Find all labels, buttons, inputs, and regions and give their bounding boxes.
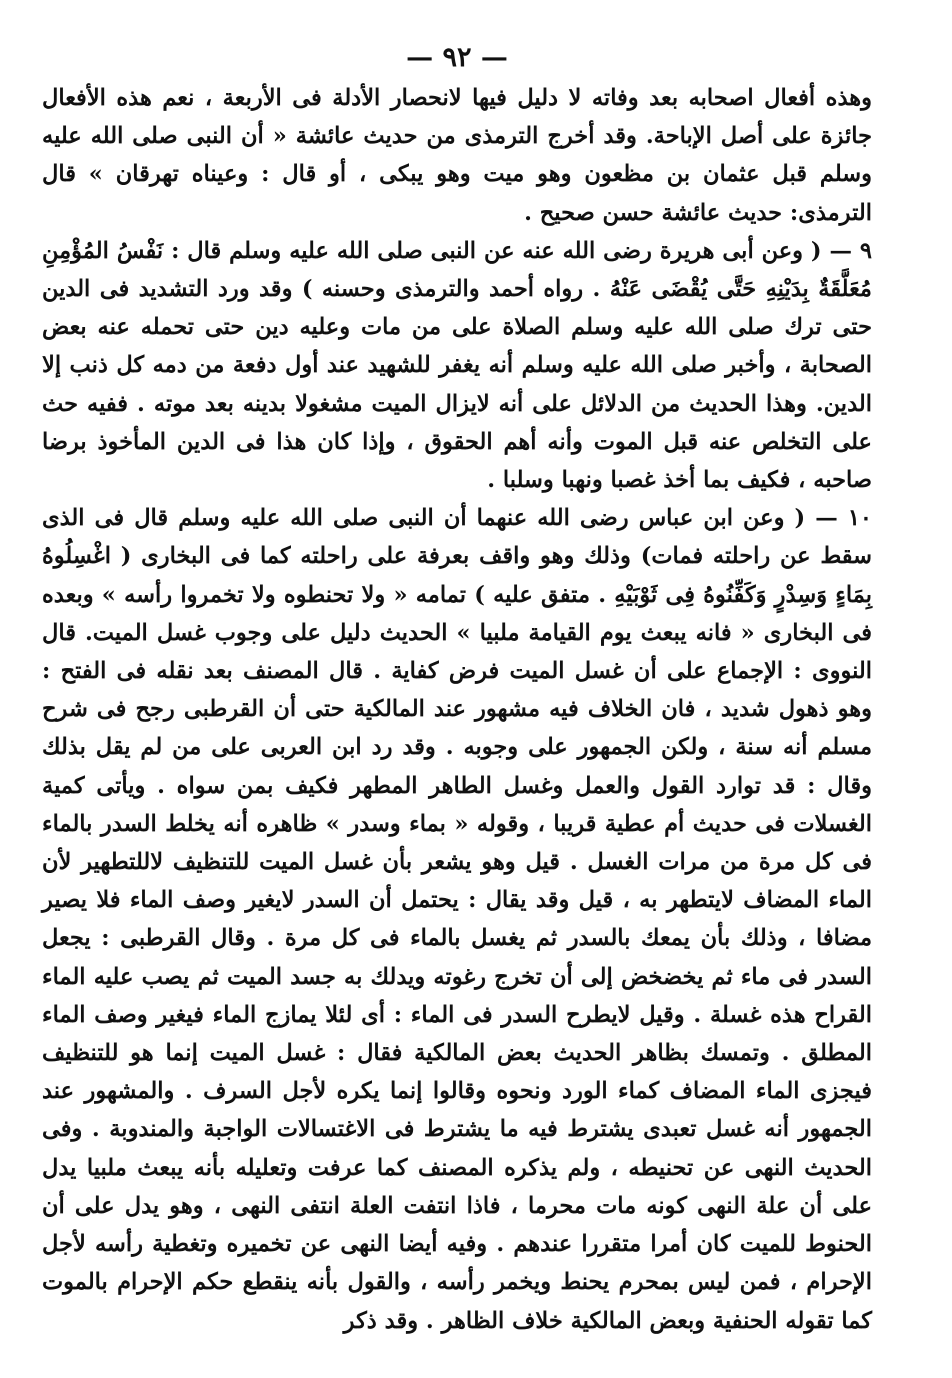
- paragraph-intro: وهذه أفعال اصحابه بعد وفاته لا دليل فيها لانحصار الأدلة فى الأربعة ، نعم هذه الأفعال جائزة على أصل الإباحة. وقد أخرج الترمذى من حديث عائشة « أن النبى صلى الله عليه وسلم قبل عثمان بن مظعون وهو ميت وهو يبكى ، أو قال : وعيناه تهرقان » قال الترمذى: حديث عائشة حسن صحيح .: [42, 85, 872, 226]
- page-number: — ٩٢ —: [406, 42, 508, 73]
- paragraph-hadith-10: ١٠ — ( وعن ابن عباس رضى الله عنهما أن النبى صلى الله عليه وسلم قال فى الذى سقط عن راحلته فمات) وذلك وهو واقف بعرفة على راحلته كما فى البخارى ( اغْسِلُوهُ بِمَاءٍ وَسِدْرٍ وَكَفِّنُوهُ فِى ثَوْبَيْهِ . متفق عليه ) تمامه « ولا تحنطوه ولا تخمروا رأسه » وبعده فى البخارى « فانه يبعث يوم القيامة ملبيا » الحديث دليل على وجوب غسل الميت. قال النووى : الإجماع على أن غسل الميت فرض كفاية . قال المصنف بعد نقله فى الفتح : وهو ذهول شديد ، فان الخلاف فيه مشهور عند المالكية حتى أن القرطبى رجح فى شرح مسلم أنه سنة ، ولكن الجمهور على وجوبه . وقد رد ابن العربى على من لم يقل بذلك وقال : قد توارد القول والعمل وغسل الطاهر المطهر فكيف بمن سواه . ويأتى كمية الغسلات فى حديث أم عطية قريبا ، وقوله « بماء وسدر » ظاهره أنه يخلط السدر بالماء فى كل مرة من مرات الغسل . قيل وهو يشعر بأن غسل الميت للتنظيف لاللتطهير لأن الماء المضاف لايتطهر به ، قيل وقد يقال : يحتمل أن السدر لايغير وصف الماء فلا يصير مضافا ، وذلك بأن يمعك بالسدر ثم يغسل بالماء فى كل مرة . وقال القرطبى : يجعل السدر فى ماء ثم يخضخض إلى أن تخرج رغوته ويدلك به جسد الميت ثم يصب عليه الماء القراح هذه غسلة . وقيل لايطرح السدر فى الماء : أى لئلا يمازج الماء فيغير وصف الماء المطلق . وتمسك بظاهر الحديث بعض المالكية فقال : غسل الميت إنما هو للتنظيف فيجزى الماء المضاف كماء الورد ونحوه وقالوا إنما يكره لأجل السرف . والمشهور عند الجمهور أنه غسل تعبدى يشترط فيه ما يشترط فى الاغتسالات الواجبة والمندوبة . وفى الحديث النهى عن تحنيطه ، ولم يذكره المصنف كما عرفت وتعليله بأنه يبعث ملبيا يدل على أن علة النهى كونه مات محرما ، فاذا انتفت العلة انتفى النهى ، وهو يدل على أن الحنوط للميت كان أمرا متقررا عندهم . وفيه أيضا النهى عن تخميره وتغطية رأسه لأجل الإحرام ، فمن ليس بمحرم يحنط ويخمر رأسه ، والقول بأنه ينقطع حكم الإحرام بالموت كما تقوله الحنفية وبعض المالكية خلاف الظاهر . وقد ذكر: [42, 505, 872, 1334]
- paragraph-hadith-9: ٩ — ( وعن أبى هريرة رضى الله عنه عن النبى صلى الله عليه وسلم قال : نَفْسُ المُؤْمِنِ مُعَلَّقَةٌ بِدَيْنِهِ حَتَّى يُقْضَى عَنْهُ . رواه أحمد والترمذى وحسنه ) وقد ورد التشديد فى الدين حتى ترك صلى الله عليه وسلم الصلاة على من مات وعليه دين حتى تحمله عنه بعض الصحابة ، وأخبر صلى الله عليه وسلم أنه يغفر للشهيد عند أول دفعة من دمه كل ذنب إلا الدين. وهذا الحديث من الدلائل على أنه لايزال الميت مشغولا بدينه بعد موته . ففيه حث على التخلص عنه قبل الموت وأنه أهم الحقوق ، وإذا كان هذا فى الدين المأخوذ برضا صاحبه ، فكيف بما أخذ غصبا ونهبا وسلبا .: [42, 237, 872, 494]
- page-body: [42, 79, 872, 1340]
